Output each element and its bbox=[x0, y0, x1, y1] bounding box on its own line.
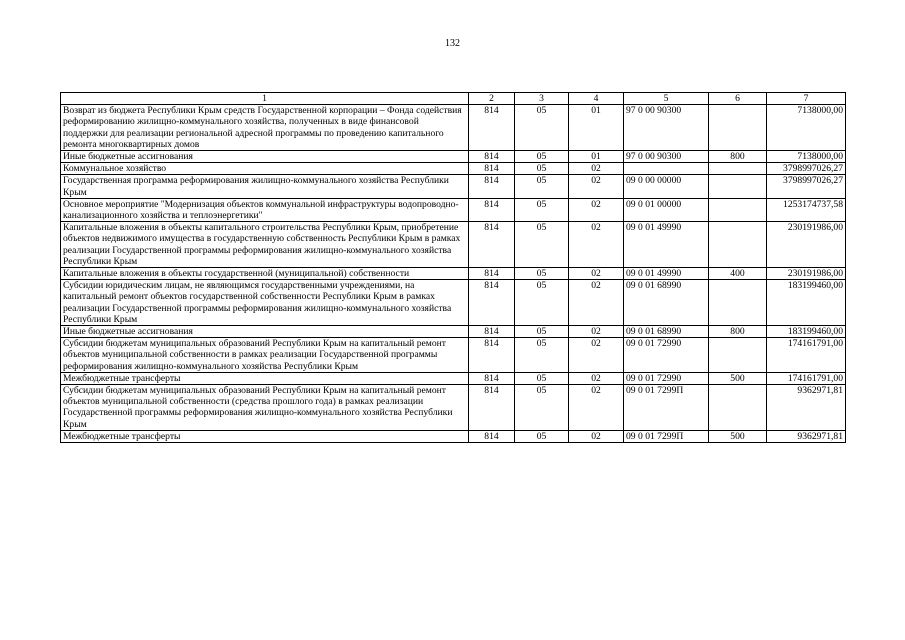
item-name: Капитальные вложения в объекты капитального строительства Республики Крым, приобретение объектов недвижимого имущества в государственную собственность Республики Крым в рамках реализации Государственной программы реформирования жилищно-коммунального хозяйства Республики Крым bbox=[61, 222, 469, 268]
target-article-code: 97 0 00 90300 bbox=[624, 105, 709, 151]
subsection-code: 02 bbox=[569, 338, 624, 373]
subsection-code: 01 bbox=[569, 151, 624, 163]
table-row bbox=[61, 385, 846, 431]
expense-type-code: 500 bbox=[709, 430, 767, 442]
section-code: 05 bbox=[515, 338, 569, 373]
section-code: 05 bbox=[515, 163, 569, 175]
expense-type-code: 500 bbox=[709, 372, 767, 384]
table-row bbox=[61, 338, 846, 373]
table-row bbox=[61, 268, 846, 280]
item-name: Иные бюджетные ассигнования bbox=[61, 151, 469, 163]
section-code: 05 bbox=[515, 175, 569, 198]
target-article-code: 09 0 01 49990 bbox=[624, 268, 709, 280]
target-article-code: 97 0 00 90300 bbox=[624, 151, 709, 163]
item-name: Межбюджетные трансферты bbox=[61, 372, 469, 384]
amount: 230191986,00 bbox=[767, 222, 846, 268]
table-row bbox=[61, 105, 846, 151]
grbs-code: 814 bbox=[469, 280, 515, 326]
expense-type-code bbox=[709, 280, 767, 326]
expense-type-code bbox=[709, 163, 767, 175]
amount: 3798997026,27 bbox=[767, 163, 846, 175]
item-name: Иные бюджетные ассигнования bbox=[61, 326, 469, 338]
subsection-code: 02 bbox=[569, 268, 624, 280]
item-name: Государственная программа реформирования жилищно-коммунального хозяйства Республики Крым bbox=[61, 175, 469, 198]
amount: 230191986,00 bbox=[767, 268, 846, 280]
expense-type-code bbox=[709, 222, 767, 268]
amount: 9362971,81 bbox=[767, 385, 846, 431]
table-row bbox=[61, 151, 846, 163]
section-code: 05 bbox=[515, 385, 569, 431]
target-article-code: 09 0 01 68990 bbox=[624, 280, 709, 326]
subsection-code: 02 bbox=[569, 326, 624, 338]
item-name: Коммунальное хозяйство bbox=[61, 163, 469, 175]
target-article-code bbox=[624, 163, 709, 175]
column-header: 6 bbox=[709, 93, 767, 105]
item-name: Межбюджетные трансферты bbox=[61, 430, 469, 442]
grbs-code: 814 bbox=[469, 163, 515, 175]
grbs-code: 814 bbox=[469, 198, 515, 221]
grbs-code: 814 bbox=[469, 338, 515, 373]
table-row bbox=[61, 163, 846, 175]
page-number: 132 bbox=[445, 38, 460, 49]
subsection-code: 02 bbox=[569, 163, 624, 175]
column-header: 1 bbox=[61, 93, 469, 105]
expense-type-code: 400 bbox=[709, 268, 767, 280]
column-header: 3 bbox=[515, 93, 569, 105]
table-row bbox=[61, 198, 846, 221]
expense-type-code bbox=[709, 338, 767, 373]
target-article-code: 09 0 01 49990 bbox=[624, 222, 709, 268]
target-article-code: 09 0 01 7299П bbox=[624, 430, 709, 442]
table-row bbox=[61, 372, 846, 384]
expense-type-code bbox=[709, 385, 767, 431]
item-name: Субсидии бюджетам муниципальных образований Республики Крым на капитальный ремонт объектов муниципальной собственности (средства прошлого года) в рамках реализации Государственной программы реформирования жилищно-коммунального хозяйства Республики Крым bbox=[61, 385, 469, 431]
grbs-code: 814 bbox=[469, 222, 515, 268]
target-article-code: 09 0 01 72990 bbox=[624, 372, 709, 384]
grbs-code: 814 bbox=[469, 175, 515, 198]
table-row bbox=[61, 280, 846, 326]
amount: 9362971,81 bbox=[767, 430, 846, 442]
amount: 174161791,00 bbox=[767, 338, 846, 373]
grbs-code: 814 bbox=[469, 268, 515, 280]
target-article-code: 09 0 01 68990 bbox=[624, 326, 709, 338]
subsection-code: 02 bbox=[569, 175, 624, 198]
grbs-code: 814 bbox=[469, 385, 515, 431]
table-row bbox=[61, 430, 846, 442]
grbs-code: 814 bbox=[469, 151, 515, 163]
expense-type-code bbox=[709, 198, 767, 221]
amount: 1253174737,58 bbox=[767, 198, 846, 221]
expense-type-code bbox=[709, 105, 767, 151]
section-code: 05 bbox=[515, 222, 569, 268]
amount: 183199460,00 bbox=[767, 326, 846, 338]
section-code: 05 bbox=[515, 105, 569, 151]
subsection-code: 02 bbox=[569, 222, 624, 268]
section-code: 05 bbox=[515, 151, 569, 163]
item-name: Субсидии бюджетам муниципальных образований Республики Крым на капитальный ремонт объектов муниципальной собственности в рамках реализации Государственной программы реформирования жилищно-коммунального хозяйства Республики Крым bbox=[61, 338, 469, 373]
subsection-code: 02 bbox=[569, 280, 624, 326]
section-code: 05 bbox=[515, 372, 569, 384]
amount: 7138000,00 bbox=[767, 105, 846, 151]
subsection-code: 02 bbox=[569, 430, 624, 442]
table-row bbox=[61, 326, 846, 338]
amount: 174161791,00 bbox=[767, 372, 846, 384]
column-header: 7 bbox=[767, 93, 846, 105]
expense-type-code: 800 bbox=[709, 326, 767, 338]
target-article-code: 09 0 00 00000 bbox=[624, 175, 709, 198]
amount: 3798997026,27 bbox=[767, 175, 846, 198]
subsection-code: 01 bbox=[569, 105, 624, 151]
table-row bbox=[61, 175, 846, 198]
target-article-code: 09 0 01 7299П bbox=[624, 385, 709, 431]
section-code: 05 bbox=[515, 198, 569, 221]
item-name: Капитальные вложения в объекты государственной (муниципальной) собственности bbox=[61, 268, 469, 280]
grbs-code: 814 bbox=[469, 430, 515, 442]
section-code: 05 bbox=[515, 326, 569, 338]
column-header: 2 bbox=[469, 93, 515, 105]
expense-type-code: 800 bbox=[709, 151, 767, 163]
table-header-row bbox=[61, 93, 846, 105]
grbs-code: 814 bbox=[469, 105, 515, 151]
subsection-code: 02 bbox=[569, 385, 624, 431]
column-header: 4 bbox=[569, 93, 624, 105]
table-row bbox=[61, 222, 846, 268]
amount: 183199460,00 bbox=[767, 280, 846, 326]
target-article-code: 09 0 01 00000 bbox=[624, 198, 709, 221]
section-code: 05 bbox=[515, 430, 569, 442]
item-name: Основное мероприятие "Модернизация объектов коммунальной инфраструктуры водопроводно-канализационного хозяйства и теплоэнергетики" bbox=[61, 198, 469, 221]
subsection-code: 02 bbox=[569, 198, 624, 221]
expense-type-code bbox=[709, 175, 767, 198]
item-name: Субсидии юридическим лицам, не являющимся государственными учреждениями, на капитальный ремонт объектов государственной собственности Республики Крым в рамках реализации Государственной программы реформирования жилищно-коммунального хозяйства Республики Крым bbox=[61, 280, 469, 326]
grbs-code: 814 bbox=[469, 372, 515, 384]
grbs-code: 814 bbox=[469, 326, 515, 338]
target-article-code: 09 0 01 72990 bbox=[624, 338, 709, 373]
section-code: 05 bbox=[515, 268, 569, 280]
column-header: 5 bbox=[624, 93, 709, 105]
item-name: Возврат из бюджета Республики Крым средств Государственной корпорации – Фонда содействия реформированию жилищно-коммунального хозяйства, полученных в виде финансовой поддержки для реализации региональной адресной программы по проведению капитального ремонта многоквартирных домов bbox=[61, 105, 469, 151]
subsection-code: 02 bbox=[569, 372, 624, 384]
amount: 7138000,00 bbox=[767, 151, 846, 163]
budget-table bbox=[60, 92, 846, 443]
section-code: 05 bbox=[515, 280, 569, 326]
